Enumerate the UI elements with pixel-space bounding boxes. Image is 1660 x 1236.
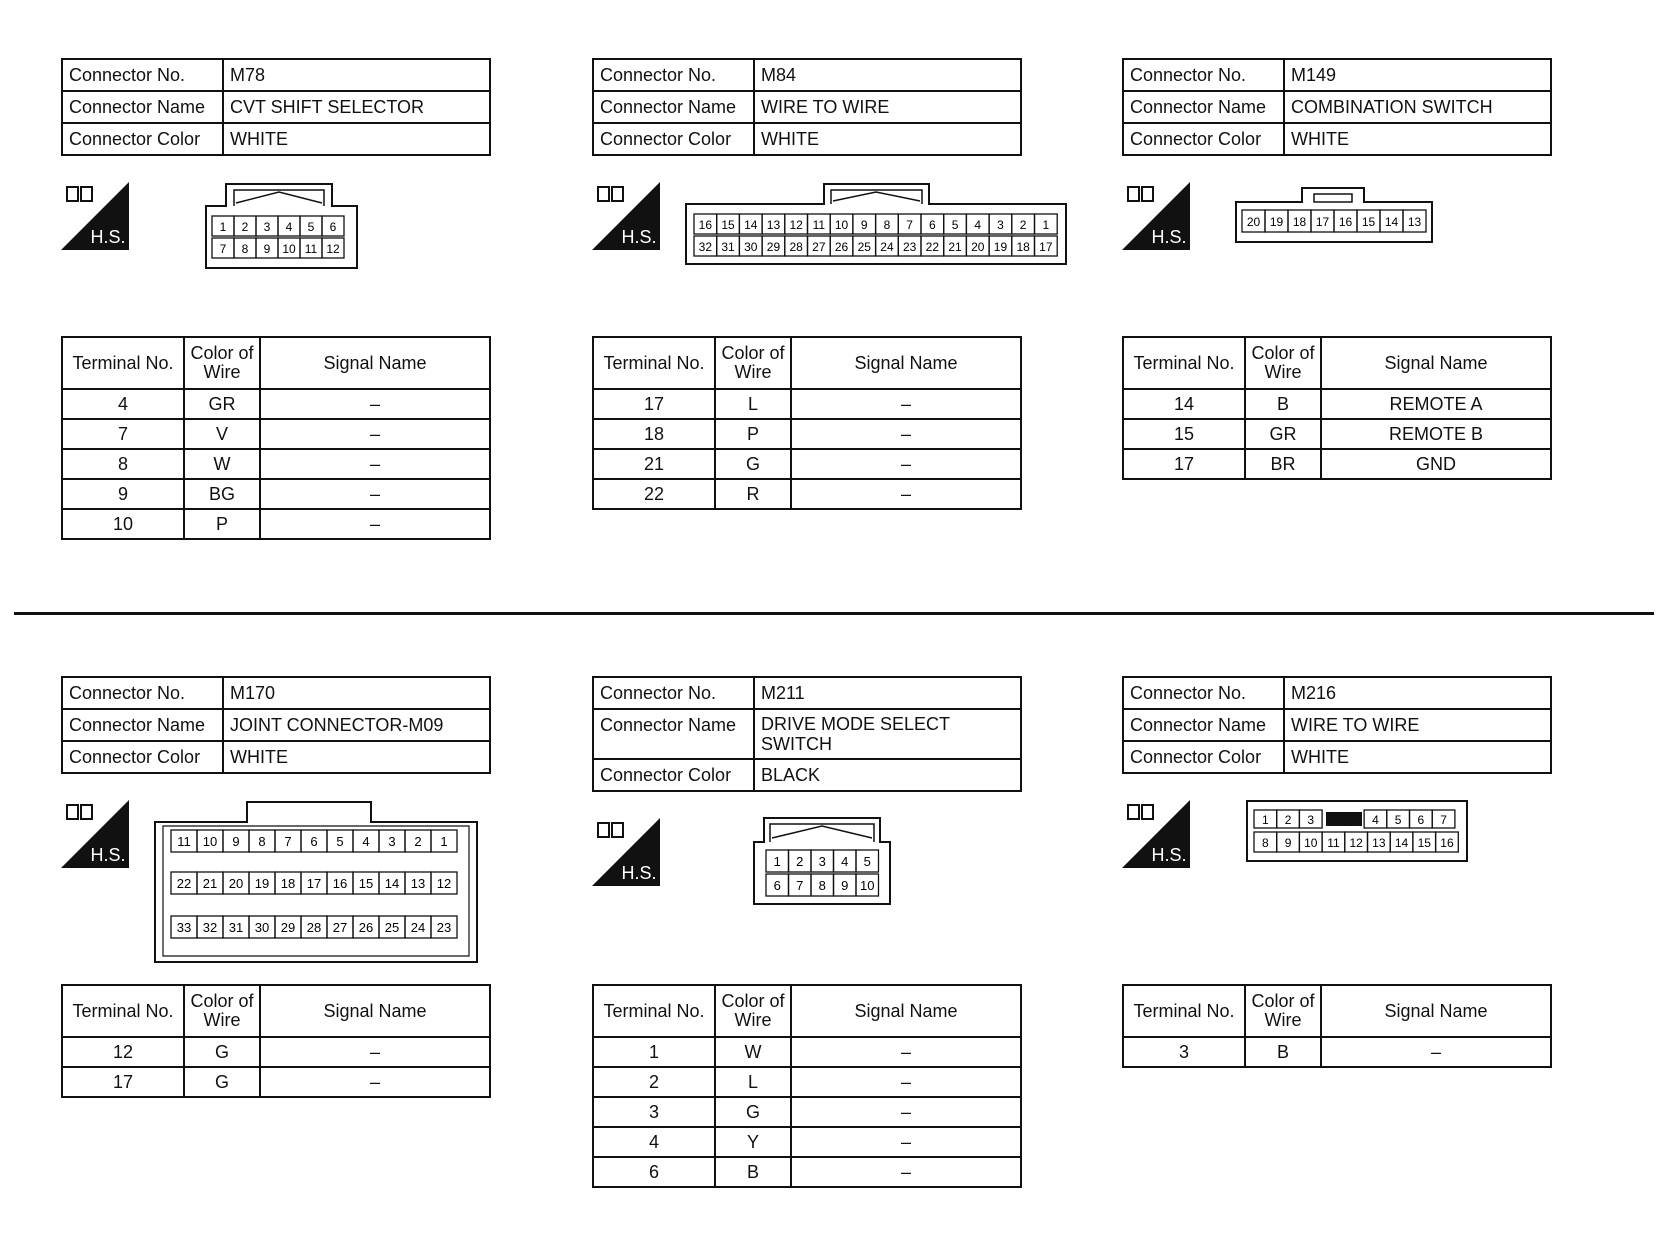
pin-label: 30 [254, 920, 270, 935]
terminal-no-cell: 2 [593, 1067, 715, 1097]
pin-label: 3 [997, 218, 1004, 232]
harness-side-icon [1122, 800, 1190, 868]
terminal-row [62, 509, 490, 539]
terminal-wire-cell: L [715, 389, 791, 419]
connector-name-value: COMBINATION SWITCH [1284, 91, 1551, 123]
terminal-signal-cell: – [791, 1127, 1021, 1157]
terminal-no-cell: 1 [593, 1037, 715, 1067]
terminal-wire-cell: R [715, 479, 791, 509]
terminal-wire-cell: Y [715, 1127, 791, 1157]
pin-label: 17 [1039, 240, 1053, 254]
pin-label: 12 [436, 876, 452, 891]
pin-label: 24 [880, 240, 894, 254]
connector-name-label: Connector Name [62, 91, 223, 123]
terminal-no-header: Terminal No. [593, 985, 715, 1037]
pin-label: 12 [789, 218, 803, 232]
connector-panel-m170 [61, 676, 491, 1236]
terminal-no-header: Terminal No. [1123, 985, 1245, 1037]
terminal-no-cell: 3 [593, 1097, 715, 1127]
harness-side-icon [592, 818, 660, 886]
terminal-signal-cell: – [791, 1067, 1021, 1097]
svg-text:H.S.: H.S. [621, 863, 657, 883]
terminal-row [62, 1067, 490, 1097]
pin-label: 1 [440, 834, 448, 849]
connector-no-label: Connector No. [593, 59, 754, 91]
color-of-wire-header: Color of Wire [184, 337, 260, 389]
pin-label: 11 [1327, 836, 1340, 850]
terminal-wire-cell: W [184, 449, 260, 479]
harness-side-icon [592, 182, 660, 250]
connector-no-value: M170 [223, 677, 490, 709]
connector-panel-m84 [592, 58, 1053, 618]
pin-label: 8 [241, 242, 249, 256]
terminal-row [593, 389, 1021, 419]
terminal-signal-cell: – [260, 1067, 490, 1097]
svg-text:H.S.: H.S. [1151, 845, 1187, 865]
terminal-no-cell: 6 [593, 1157, 715, 1187]
terminal-no-cell: 9 [62, 479, 184, 509]
terminal-signal-cell: – [260, 1037, 490, 1067]
pin-label: 14 [1394, 836, 1409, 850]
pin-label: 1 [1042, 218, 1050, 232]
connector-panel-m211 [592, 676, 1022, 1236]
pin-label: 16 [698, 218, 713, 232]
pin-label: 17 [1315, 215, 1330, 229]
pin-label: 14 [744, 218, 758, 232]
pin-label: 28 [789, 240, 803, 254]
connector-name-label: Connector Name [1123, 709, 1284, 741]
connector-info-table [61, 58, 491, 156]
harness-side-icon [61, 800, 129, 868]
connector-face-diagram [153, 800, 479, 964]
key-block [1326, 812, 1362, 826]
terminal-table [61, 336, 491, 540]
pin-label: 7 [284, 834, 292, 849]
terminal-row [593, 449, 1021, 479]
pin-label: 16 [1338, 215, 1353, 229]
terminal-signal-cell: – [260, 389, 490, 419]
pin-label: 33 [176, 920, 192, 935]
pin-label: 26 [834, 240, 849, 254]
harness-side-icon [1122, 182, 1190, 250]
connector-no-value: M78 [223, 59, 490, 91]
terminal-row [593, 1067, 1021, 1097]
terminal-wire-cell: P [715, 419, 791, 449]
svg-text:H.S.: H.S. [90, 845, 126, 865]
pin-label: 19 [993, 240, 1008, 254]
connector-name-value: WIRE TO WIRE [754, 91, 1021, 123]
connector-color-label: Connector Color [62, 741, 223, 773]
terminal-wire-cell: G [715, 1097, 791, 1127]
connector-no-value: M149 [1284, 59, 1551, 91]
terminal-no-cell: 7 [62, 419, 184, 449]
pin-label: 3 [818, 854, 826, 869]
terminal-row [593, 1037, 1021, 1067]
connector-color-label: Connector Color [593, 759, 754, 791]
connector-color-label: Connector Color [62, 123, 223, 155]
terminal-row [1123, 1037, 1551, 1067]
pin-label: 10 [1304, 836, 1318, 850]
terminal-no-header: Terminal No. [1123, 337, 1245, 389]
terminal-row [593, 1097, 1021, 1127]
pin-label: 29 [280, 920, 296, 935]
signal-name-header: Signal Name [791, 337, 1021, 389]
connector-face-diagram [1246, 800, 1468, 862]
connector-name-label: Connector Name [593, 91, 754, 123]
pin-label: 8 [883, 218, 891, 232]
terminal-wire-cell: W [715, 1037, 791, 1067]
terminal-row [593, 1157, 1021, 1187]
connector-info-table [592, 676, 1022, 792]
pin-label: 22 [925, 240, 940, 254]
pin-label: 28 [306, 920, 322, 935]
pin-label: 12 [1349, 836, 1363, 850]
pin-label: 10 [282, 242, 296, 256]
connector-panel-m216 [1122, 676, 1552, 1236]
terminal-no-header: Terminal No. [62, 337, 184, 389]
terminal-wire-cell: B [1245, 389, 1321, 419]
pin-label: 11 [304, 242, 318, 256]
pin-label: 4 [285, 220, 293, 234]
terminal-no-cell: 17 [62, 1067, 184, 1097]
pin-label: 31 [228, 920, 244, 935]
terminal-wire-cell: V [184, 419, 260, 449]
terminal-row [593, 1127, 1021, 1157]
pin-label: 2 [796, 854, 804, 869]
terminal-wire-cell: G [715, 449, 791, 479]
connector-name-label: Connector Name [62, 709, 223, 741]
connector-name-value: CVT SHIFT SELECTOR [223, 91, 490, 123]
pin-label: 7 [796, 878, 804, 893]
terminal-signal-cell: – [791, 419, 1021, 449]
pin-label: 2 [414, 834, 422, 849]
pin-label: 29 [766, 240, 781, 254]
connector-info-table [61, 676, 491, 774]
pin-label: 8 [818, 878, 826, 893]
terminal-signal-cell: – [260, 479, 490, 509]
connector-panel-m149 [1122, 58, 1552, 618]
connector-info-table [592, 58, 1022, 156]
connector-color-label: Connector Color [1123, 123, 1284, 155]
pin-label: 3 [388, 834, 396, 849]
pin-label: 17 [306, 876, 322, 891]
pin-label: 10 [860, 878, 875, 893]
pin-label: 15 [1417, 836, 1431, 850]
terminal-signal-cell: – [260, 509, 490, 539]
pin-label: 7 [1440, 813, 1447, 827]
connector-no-label: Connector No. [62, 59, 223, 91]
terminal-no-cell: 18 [593, 419, 715, 449]
pin-label: 15 [358, 876, 374, 891]
pin-label: 3 [1307, 813, 1315, 827]
terminal-signal-cell: – [260, 449, 490, 479]
svg-text:H.S.: H.S. [90, 227, 126, 247]
terminal-no-cell: 21 [593, 449, 715, 479]
pin-label: 24 [410, 920, 426, 935]
terminal-no-header: Terminal No. [62, 985, 184, 1037]
terminal-signal-cell: – [791, 1097, 1021, 1127]
connector-no-label: Connector No. [1123, 677, 1284, 709]
terminal-row [593, 479, 1021, 509]
terminal-no-cell: 4 [62, 389, 184, 419]
pin-label: 9 [263, 242, 271, 256]
terminal-signal-cell: – [791, 449, 1021, 479]
connector-no-value: M84 [754, 59, 1021, 91]
terminal-wire-cell: G [184, 1037, 260, 1067]
pin-label: 22 [176, 876, 192, 891]
connector-color-value: BLACK [754, 759, 1021, 791]
pin-label: 8 [258, 834, 266, 849]
pin-label: 1 [219, 220, 227, 234]
connector-name-value: DRIVE MODE SELECT SWITCH [754, 709, 1021, 759]
pin-label: 23 [436, 920, 452, 935]
terminal-wire-cell: P [184, 509, 260, 539]
connector-color-value: WHITE [1284, 123, 1551, 155]
connector-name-value: WIRE TO WIRE [1284, 709, 1551, 741]
section-divider [14, 612, 1654, 615]
terminal-row [1123, 389, 1551, 419]
pin-label: 23 [902, 240, 917, 254]
signal-name-header: Signal Name [260, 337, 490, 389]
pin-label: 18 [1292, 215, 1307, 229]
terminal-row [62, 1037, 490, 1067]
terminal-no-cell: 3 [1123, 1037, 1245, 1067]
pin-label: 5 [336, 834, 344, 849]
terminal-table [592, 336, 1022, 510]
connector-no-label: Connector No. [1123, 59, 1284, 91]
signal-name-header: Signal Name [1321, 337, 1551, 389]
svg-text:H.S.: H.S. [621, 227, 657, 247]
pin-label: 15 [721, 218, 735, 232]
connector-name-label: Connector Name [593, 709, 754, 759]
terminal-table [61, 984, 491, 1098]
pin-label: 20 [971, 240, 985, 254]
pin-label: 5 [863, 854, 871, 869]
terminal-row [62, 449, 490, 479]
pin-label: 2 [1284, 813, 1292, 827]
terminal-signal-cell: – [791, 479, 1021, 509]
connector-face-diagram [752, 816, 892, 906]
terminal-no-cell: 22 [593, 479, 715, 509]
pin-label: 15 [1361, 215, 1376, 229]
terminal-signal-cell: – [1321, 1037, 1551, 1067]
terminal-table [1122, 336, 1552, 480]
pin-label: 27 [812, 240, 826, 254]
terminal-no-cell: 10 [62, 509, 184, 539]
terminal-table [592, 984, 1022, 1188]
pin-label: 9 [841, 878, 849, 893]
pin-label: 25 [384, 920, 400, 935]
pin-label: 13 [766, 218, 781, 232]
terminal-row [593, 419, 1021, 449]
pin-label: 27 [332, 920, 348, 935]
pin-label: 10 [834, 218, 849, 232]
pin-label: 31 [721, 240, 735, 254]
pin-label: 25 [857, 240, 871, 254]
terminal-no-cell: 12 [62, 1037, 184, 1067]
pin-label: 12 [326, 242, 340, 256]
terminal-row [1123, 419, 1551, 449]
pin-label: 19 [1269, 215, 1284, 229]
pin-label: 11 [812, 218, 826, 232]
pin-label: 3 [263, 220, 271, 234]
color-of-wire-header: Color of Wire [184, 985, 260, 1037]
pin-label: 21 [202, 876, 218, 891]
connector-color-label: Connector Color [1123, 741, 1284, 773]
pin-label: 20 [228, 876, 244, 891]
pin-label: 7 [906, 218, 913, 232]
pin-label: 1 [1262, 813, 1269, 827]
pin-label: 2 [241, 220, 249, 234]
terminal-signal-cell: REMOTE A [1321, 389, 1551, 419]
connector-info-table [1122, 676, 1552, 774]
pin-label: 5 [951, 218, 959, 232]
terminal-signal-cell: – [791, 1037, 1021, 1067]
pin-label: 20 [1246, 215, 1261, 229]
pin-label: 6 [310, 834, 318, 849]
pin-label: 18 [280, 876, 296, 891]
harness-side-icon [61, 182, 129, 250]
pin-label: 6 [329, 220, 337, 234]
pin-label: 9 [232, 834, 240, 849]
pin-label: 14 [384, 876, 400, 891]
connector-info-table [1122, 58, 1552, 156]
connector-name-label: Connector Name [1123, 91, 1284, 123]
connector-no-label: Connector No. [593, 677, 754, 709]
pin-label: 10 [202, 834, 218, 849]
terminal-wire-cell: B [1245, 1037, 1321, 1067]
terminal-row [62, 479, 490, 509]
terminal-signal-cell: – [260, 419, 490, 449]
pin-label: 14 [1384, 215, 1399, 229]
terminal-no-cell: 15 [1123, 419, 1245, 449]
terminal-table [1122, 984, 1552, 1068]
terminal-signal-cell: – [791, 1157, 1021, 1187]
terminal-wire-cell: GR [184, 389, 260, 419]
terminal-wire-cell: L [715, 1067, 791, 1097]
pin-label: 9 [1284, 836, 1292, 850]
pin-label: 2 [1019, 218, 1027, 232]
pin-label: 13 [1407, 215, 1422, 229]
pin-label: 19 [254, 876, 270, 891]
pin-label: 21 [948, 240, 962, 254]
pin-label: 4 [974, 218, 982, 232]
pin-label: 6 [929, 218, 936, 232]
pin-label: 7 [219, 242, 227, 256]
pin-label: 13 [410, 876, 426, 891]
connector-no-label: Connector No. [62, 677, 223, 709]
connector-panel-m78 [61, 58, 491, 618]
pin-label: 6 [1417, 813, 1425, 827]
color-of-wire-header: Color of Wire [1245, 337, 1321, 389]
color-of-wire-header: Color of Wire [715, 985, 791, 1037]
pin-label: 9 [860, 218, 868, 232]
signal-name-header: Signal Name [1321, 985, 1551, 1037]
color-of-wire-header: Color of Wire [715, 337, 791, 389]
terminal-signal-cell: – [791, 389, 1021, 419]
connector-face-diagram [204, 182, 359, 270]
terminal-no-header: Terminal No. [593, 337, 715, 389]
terminal-signal-cell: REMOTE B [1321, 419, 1551, 449]
connector-color-value: WHITE [223, 741, 490, 773]
terminal-row [62, 419, 490, 449]
connector-color-value: WHITE [1284, 741, 1551, 773]
terminal-no-cell: 8 [62, 449, 184, 479]
pin-label: 30 [744, 240, 758, 254]
terminal-row [62, 389, 490, 419]
pin-label: 5 [307, 220, 315, 234]
terminal-wire-cell: BG [184, 479, 260, 509]
pin-label: 8 [1262, 836, 1269, 850]
pin-label: 5 [1394, 813, 1402, 827]
pin-label: 13 [1372, 836, 1386, 850]
terminal-no-cell: 14 [1123, 389, 1245, 419]
connector-name-value: JOINT CONNECTOR-M09 [223, 709, 490, 741]
connector-no-value: M211 [754, 677, 1021, 709]
svg-text:H.S.: H.S. [1151, 227, 1187, 247]
terminal-wire-cell: GR [1245, 419, 1321, 449]
connector-face-diagram [1234, 186, 1434, 244]
connector-color-value: WHITE [223, 123, 490, 155]
terminal-wire-cell: B [715, 1157, 791, 1187]
terminal-signal-cell: GND [1321, 449, 1551, 479]
terminal-no-cell: 17 [1123, 449, 1245, 479]
connector-face-diagram [684, 182, 1068, 266]
connector-color-label: Connector Color [593, 123, 754, 155]
pin-label: 4 [841, 854, 849, 869]
pin-label: 4 [1372, 813, 1379, 827]
terminal-row [1123, 449, 1551, 479]
pin-label: 16 [332, 876, 348, 891]
pin-label: 18 [1016, 240, 1030, 254]
pin-label: 32 [698, 240, 713, 254]
color-of-wire-header: Color of Wire [1245, 985, 1321, 1037]
pin-label: 6 [773, 878, 781, 893]
signal-name-header: Signal Name [260, 985, 490, 1037]
terminal-no-cell: 4 [593, 1127, 715, 1157]
terminal-wire-cell: G [184, 1067, 260, 1097]
terminal-wire-cell: BR [1245, 449, 1321, 479]
connector-no-value: M216 [1284, 677, 1551, 709]
signal-name-header: Signal Name [791, 985, 1021, 1037]
connector-color-value: WHITE [754, 123, 1021, 155]
pin-label: 16 [1440, 836, 1454, 850]
terminal-no-cell: 17 [593, 389, 715, 419]
pin-label: 26 [358, 920, 374, 935]
pin-label: 4 [362, 834, 370, 849]
pin-label: 32 [202, 920, 218, 935]
pin-label: 1 [773, 854, 781, 869]
pin-label: 11 [177, 834, 191, 849]
